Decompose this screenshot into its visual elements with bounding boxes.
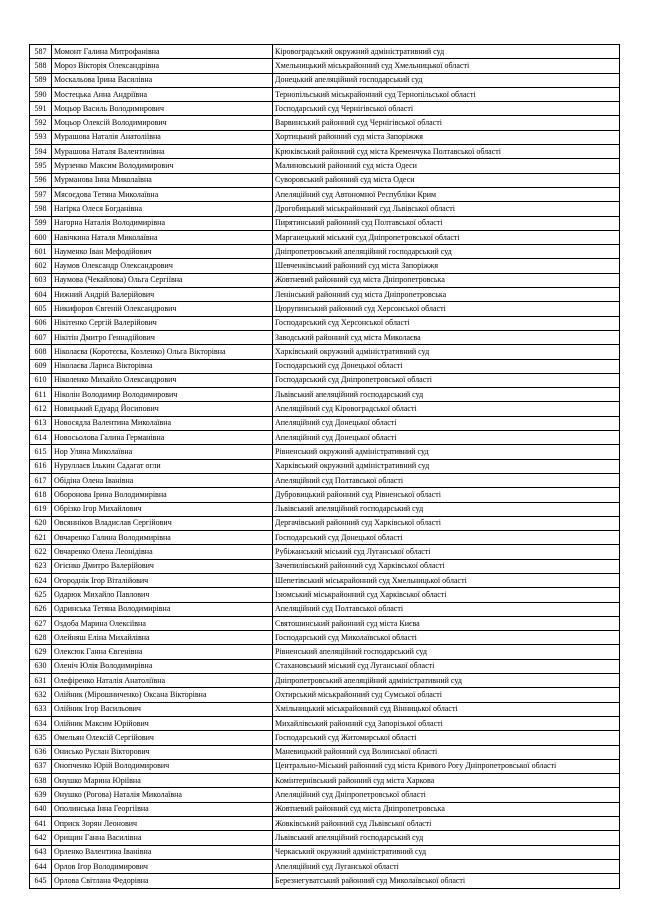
table-row xyxy=(30,173,620,187)
table-row xyxy=(30,788,620,802)
judge-name-cell: Ніколін Володимир Володимирович xyxy=(52,388,273,402)
court-name-cell: Центрально-Міський районний суд міста Кривого Рогу Дніпропетровської області xyxy=(273,759,620,773)
row-number-cell: 630 xyxy=(30,659,52,673)
row-number-cell: 602 xyxy=(30,259,52,273)
row-number-cell: 644 xyxy=(30,859,52,873)
table-row xyxy=(30,702,620,716)
judge-name-cell: Нагірка Олеся Богданівна xyxy=(52,202,273,216)
judge-name-cell: Олійник Максим Юрійович xyxy=(52,716,273,730)
judge-name-cell: Нагорна Наталія Володимирівна xyxy=(52,216,273,230)
row-number-cell: 643 xyxy=(30,845,52,859)
court-name-cell: Марганецький міський суд Дніпропетровської області xyxy=(273,230,620,244)
table-row xyxy=(30,216,620,230)
table-row xyxy=(30,559,620,573)
row-number-cell: 634 xyxy=(30,716,52,730)
table-row xyxy=(30,645,620,659)
court-name-cell: Цюрупинський районний суд Херсонської області xyxy=(273,302,620,316)
judge-name-cell: Мурашова Наталя Валентинівна xyxy=(52,145,273,159)
table-row xyxy=(30,502,620,516)
court-name-cell: Апеляційний суд Кіровоградської області xyxy=(273,402,620,416)
table-row xyxy=(30,802,620,816)
table-row xyxy=(30,288,620,302)
court-name-cell: Донецький апеляційний господарський суд xyxy=(273,73,620,87)
court-name-cell: Пирятинський районний суд Полтавської області xyxy=(273,216,620,230)
judge-name-cell: Олійник (Мірошниченко) Оксана Вікторівна xyxy=(52,688,273,702)
court-name-cell: Варвинський районний суд Чернігівської області xyxy=(273,116,620,130)
judge-name-cell: Нікітенко Сергій Валерійович xyxy=(52,316,273,330)
row-number-cell: 597 xyxy=(30,187,52,201)
judge-name-cell: Навічкина Наталя Миколаївна xyxy=(52,230,273,244)
table-row xyxy=(30,302,620,316)
table-row xyxy=(30,531,620,545)
court-name-cell: Стахановський міський суд Луганської області xyxy=(273,659,620,673)
court-name-cell: Шевченківський районний суд міста Запоріжжя xyxy=(273,259,620,273)
judge-name-cell: Мороз Вікторія Олександрівна xyxy=(52,59,273,73)
judge-name-cell: Нікітін Дмитро Геннадійович xyxy=(52,330,273,344)
court-name-cell: Ізюмський міськрайонний суд Харківської області xyxy=(273,588,620,602)
judge-name-cell: Оленіч Юлія Володимирівна xyxy=(52,659,273,673)
table-row xyxy=(30,145,620,159)
judge-name-cell: Олефіренко Наталія Анатоліївна xyxy=(52,674,273,688)
table-row xyxy=(30,273,620,287)
judge-name-cell: Онушко Марина Юріївна xyxy=(52,774,273,788)
court-name-cell: Маневицький районний суд Волинської області xyxy=(273,745,620,759)
row-number-cell: 622 xyxy=(30,545,52,559)
row-number-cell: 591 xyxy=(30,102,52,116)
judge-name-cell: Никифоров Євгеній Олександрович xyxy=(52,302,273,316)
row-number-cell: 603 xyxy=(30,273,52,287)
table-row xyxy=(30,431,620,445)
judge-name-cell: Мурашова Наталія Анатоліївна xyxy=(52,130,273,144)
court-name-cell: Господарський суд Чернігівської області xyxy=(273,102,620,116)
judge-name-cell: Одарюк Михайло Павлович xyxy=(52,588,273,602)
table-row xyxy=(30,230,620,244)
table-row xyxy=(30,473,620,487)
court-name-cell: Апеляційний суд Луганської області xyxy=(273,859,620,873)
judge-name-cell: Оборонова Ірина Володимирівна xyxy=(52,488,273,502)
table-row xyxy=(30,345,620,359)
table-row xyxy=(30,459,620,473)
table-row xyxy=(30,359,620,373)
row-number-cell: 616 xyxy=(30,459,52,473)
table-row xyxy=(30,716,620,730)
judge-name-cell: Орищин Ганна Василівна xyxy=(52,831,273,845)
judge-name-cell: Наумов Олександр Олександрович xyxy=(52,259,273,273)
court-name-cell: Апеляційний суд Донецької області xyxy=(273,431,620,445)
row-number-cell: 601 xyxy=(30,245,52,259)
judge-name-cell: Ніколаєва (Коротєєва, Козленко) Ольга Вікторівна xyxy=(52,345,273,359)
judge-name-cell: Олексюк Ганна Євгенівна xyxy=(52,645,273,659)
judge-name-cell: Огороднік Ігор Віталійович xyxy=(52,573,273,587)
judge-name-cell: Ніколенко Михайло Олександрович xyxy=(52,373,273,387)
table-row xyxy=(30,516,620,530)
row-number-cell: 613 xyxy=(30,416,52,430)
judge-name-cell: Овсянніков Владислав Сергійович xyxy=(52,516,273,530)
judge-name-cell: Одринська Тетяна Володимирівна xyxy=(52,602,273,616)
table-row xyxy=(30,45,620,59)
court-name-cell: Жовтневий районний суд міста Дніпропетровська xyxy=(273,802,620,816)
row-number-cell: 619 xyxy=(30,502,52,516)
court-name-cell: Апеляційний суд Дніпропетровської області xyxy=(273,788,620,802)
row-number-cell: 610 xyxy=(30,373,52,387)
table-row xyxy=(30,245,620,259)
court-name-cell: Рівненський апеляційний господарський суд xyxy=(273,645,620,659)
row-number-cell: 612 xyxy=(30,402,52,416)
row-number-cell: 637 xyxy=(30,759,52,773)
judge-name-cell: Мостецька Анна Андріївна xyxy=(52,87,273,101)
table-row xyxy=(30,130,620,144)
row-number-cell: 606 xyxy=(30,316,52,330)
table-row xyxy=(30,616,620,630)
judge-name-cell: Онопченко Юрій Володимирович xyxy=(52,759,273,773)
row-number-cell: 625 xyxy=(30,588,52,602)
row-number-cell: 623 xyxy=(30,559,52,573)
judge-name-cell: Оприск Зорян Леонович xyxy=(52,817,273,831)
court-name-cell: Дергачівський районний суд Харківської області xyxy=(273,516,620,530)
court-name-cell: Апеляційний суд Автономної Республіки Крим xyxy=(273,187,620,201)
row-number-cell: 629 xyxy=(30,645,52,659)
judges-table-body xyxy=(30,45,620,889)
table-row xyxy=(30,573,620,587)
court-name-cell: Львівський апеляційний господарський суд xyxy=(273,502,620,516)
judge-name-cell: Момонт Галина Митрофанівна xyxy=(52,45,273,59)
court-name-cell: Господарський суд Житомирської області xyxy=(273,731,620,745)
court-name-cell: Дніпропетровський апеляційний адміністративний суд xyxy=(273,674,620,688)
table-row xyxy=(30,659,620,673)
row-number-cell: 589 xyxy=(30,73,52,87)
court-name-cell: Малиновський районний суд міста Одеси xyxy=(273,159,620,173)
row-number-cell: 599 xyxy=(30,216,52,230)
judge-name-cell: Мурманова Інна Миколаївна xyxy=(52,173,273,187)
table-row xyxy=(30,73,620,87)
row-number-cell: 638 xyxy=(30,774,52,788)
court-name-cell: Хмельницький міськрайонний суд Хмельницької області xyxy=(273,59,620,73)
court-name-cell: Заводський районний суд міста Миколаєва xyxy=(273,330,620,344)
table-row xyxy=(30,87,620,101)
judge-name-cell: Наумова (Чекайлова) Ольга Сергіївна xyxy=(52,273,273,287)
court-name-cell: Тернопільський міськрайонний суд Тернопільської області xyxy=(273,87,620,101)
row-number-cell: 594 xyxy=(30,145,52,159)
judge-name-cell: Новосядла Валентина Миколаївна xyxy=(52,416,273,430)
court-name-cell: Львівський апеляційний господарський суд xyxy=(273,388,620,402)
judge-name-cell: Нуруллаєв Ількин Садагат огли xyxy=(52,459,273,473)
table-row xyxy=(30,631,620,645)
row-number-cell: 609 xyxy=(30,359,52,373)
table-row xyxy=(30,831,620,845)
court-name-cell: Охтирський міськрайонний суд Сумської області xyxy=(273,688,620,702)
judge-name-cell: Омельян Олексій Сергійович xyxy=(52,731,273,745)
table-row xyxy=(30,745,620,759)
court-name-cell: Харківський окружний адміністративний суд xyxy=(273,459,620,473)
table-row xyxy=(30,102,620,116)
table-row xyxy=(30,330,620,344)
judge-name-cell: Москальова Ірина Василівна xyxy=(52,73,273,87)
table-row xyxy=(30,259,620,273)
row-number-cell: 640 xyxy=(30,802,52,816)
table-row xyxy=(30,59,620,73)
table-row xyxy=(30,731,620,745)
row-number-cell: 624 xyxy=(30,573,52,587)
judge-name-cell: Науменко Іван Мефодійович xyxy=(52,245,273,259)
table-row xyxy=(30,602,620,616)
row-number-cell: 645 xyxy=(30,874,52,888)
court-name-cell: Святошинський районний суд міста Києва xyxy=(273,616,620,630)
judge-name-cell: Мясоєдова Тетяна Миколаївна xyxy=(52,187,273,201)
court-name-cell: Жовтневий районний суд міста Дніпропетровська xyxy=(273,273,620,287)
court-name-cell: Крюківський районний суд міста Кременчука Полтавської області xyxy=(273,145,620,159)
judge-name-cell: Нор Уляна Миколаївна xyxy=(52,445,273,459)
row-number-cell: 626 xyxy=(30,602,52,616)
row-number-cell: 639 xyxy=(30,788,52,802)
judge-name-cell: Олейняш Еліна Михайлівна xyxy=(52,631,273,645)
row-number-cell: 632 xyxy=(30,688,52,702)
court-name-cell: Дубровицький районний суд Рівненської області xyxy=(273,488,620,502)
judge-name-cell: Ніколаєва Лариса Вікторівна xyxy=(52,359,273,373)
table-row xyxy=(30,416,620,430)
court-name-cell: Апеляційний суд Донецької області xyxy=(273,416,620,430)
court-name-cell: Господарський суд Донецької області xyxy=(273,359,620,373)
table-row xyxy=(30,402,620,416)
court-name-cell: Дрогобицький міськрайонний суд Львівської області xyxy=(273,202,620,216)
judge-name-cell: Онушко (Рогова) Наталія Миколаївна xyxy=(52,788,273,802)
row-number-cell: 628 xyxy=(30,631,52,645)
row-number-cell: 598 xyxy=(30,202,52,216)
court-name-cell: Михайлівський районний суд Запорізької області xyxy=(273,716,620,730)
court-name-cell: Черкаський окружний адміністративний суд xyxy=(273,845,620,859)
row-number-cell: 605 xyxy=(30,302,52,316)
table-row xyxy=(30,202,620,216)
row-number-cell: 590 xyxy=(30,87,52,101)
row-number-cell: 633 xyxy=(30,702,52,716)
judge-name-cell: Орлова Світлана Федорівна xyxy=(52,874,273,888)
court-name-cell: Суворовський районний суд міста Одеси xyxy=(273,173,620,187)
judge-name-cell: Мурзенко Максим Володимирович xyxy=(52,159,273,173)
table-row xyxy=(30,817,620,831)
table-row xyxy=(30,874,620,888)
table-row xyxy=(30,545,620,559)
row-number-cell: 604 xyxy=(30,288,52,302)
table-row xyxy=(30,373,620,387)
row-number-cell: 621 xyxy=(30,531,52,545)
table-row xyxy=(30,316,620,330)
judge-name-cell: Огієнко Дмитро Валерійович xyxy=(52,559,273,573)
court-name-cell: Комінтернівський районний суд міста Харкова xyxy=(273,774,620,788)
row-number-cell: 608 xyxy=(30,345,52,359)
table-row xyxy=(30,859,620,873)
row-number-cell: 600 xyxy=(30,230,52,244)
row-number-cell: 611 xyxy=(30,388,52,402)
row-number-cell: 617 xyxy=(30,473,52,487)
row-number-cell: 631 xyxy=(30,674,52,688)
table-row xyxy=(30,774,620,788)
judge-name-cell: Обідіна Олена Іванівна xyxy=(52,473,273,487)
judge-name-cell: Нижний Андрій Валерійович xyxy=(52,288,273,302)
table-row xyxy=(30,116,620,130)
judge-name-cell: Моцьор Василь Володимирович xyxy=(52,102,273,116)
row-number-cell: 592 xyxy=(30,116,52,130)
court-name-cell: Господарський суд Миколаївської області xyxy=(273,631,620,645)
table-row xyxy=(30,488,620,502)
table-row xyxy=(30,159,620,173)
judge-name-cell: Моцьор Олексій Володимирович xyxy=(52,116,273,130)
table-row xyxy=(30,688,620,702)
judge-name-cell: Овчаренко Олена Леонідівна xyxy=(52,545,273,559)
row-number-cell: 635 xyxy=(30,731,52,745)
court-name-cell: Апеляційний суд Полтавської області xyxy=(273,602,620,616)
judge-name-cell: Орленко Валентина Іванівна xyxy=(52,845,273,859)
court-name-cell: Апеляційний суд Полтавської області xyxy=(273,473,620,487)
court-name-cell: Ленінський районний суд міста Дніпропетровська xyxy=(273,288,620,302)
court-name-cell: Господарський суд Дніпропетровської області xyxy=(273,373,620,387)
court-name-cell: Березнегуватський районний суд Миколаївської області xyxy=(273,874,620,888)
court-name-cell: Хмільницький міськрайонний суд Вінницької області xyxy=(273,702,620,716)
row-number-cell: 642 xyxy=(30,831,52,845)
court-name-cell: Рубіжанський міський суд Луганської області xyxy=(273,545,620,559)
judge-name-cell: Новосьолова Галина Германівна xyxy=(52,431,273,445)
judge-name-cell: Олійник Ігор Васильович xyxy=(52,702,273,716)
table-row xyxy=(30,674,620,688)
row-number-cell: 587 xyxy=(30,45,52,59)
row-number-cell: 641 xyxy=(30,817,52,831)
court-name-cell: Дніпропетровський апеляційний господарський суд xyxy=(273,245,620,259)
judge-name-cell: Овчаренко Галина Володимирівна xyxy=(52,531,273,545)
table-row xyxy=(30,388,620,402)
judge-name-cell: Ополинська Інна Георгіївна xyxy=(52,802,273,816)
row-number-cell: 620 xyxy=(30,516,52,530)
row-number-cell: 607 xyxy=(30,330,52,344)
court-name-cell: Львівський апеляційний господарський суд xyxy=(273,831,620,845)
row-number-cell: 636 xyxy=(30,745,52,759)
row-number-cell: 596 xyxy=(30,173,52,187)
court-name-cell: Харківський окружний адміністративний суд xyxy=(273,345,620,359)
court-name-cell: Господарський суд Донецької області xyxy=(273,531,620,545)
row-number-cell: 615 xyxy=(30,445,52,459)
judge-name-cell: Онисько Руслан Вікторович xyxy=(52,745,273,759)
row-number-cell: 588 xyxy=(30,59,52,73)
table-row xyxy=(30,445,620,459)
court-name-cell: Шепетівський міськрайонний суд Хмельницької області xyxy=(273,573,620,587)
judges-table xyxy=(29,44,620,889)
court-name-cell: Рівненський окружний адміністративний суд xyxy=(273,445,620,459)
judge-name-cell: Орлов Ігор Володимирович xyxy=(52,859,273,873)
court-name-cell: Господарський суд Херсонської області xyxy=(273,316,620,330)
row-number-cell: 618 xyxy=(30,488,52,502)
row-number-cell: 627 xyxy=(30,616,52,630)
judge-name-cell: Оздоба Марина Олексіївна xyxy=(52,616,273,630)
row-number-cell: 614 xyxy=(30,431,52,445)
row-number-cell: 593 xyxy=(30,130,52,144)
table-row xyxy=(30,588,620,602)
table-row xyxy=(30,187,620,201)
court-name-cell: Хортицький районний суд міста Запоріжжя xyxy=(273,130,620,144)
court-name-cell: Кіровоградський окружний адміністративний суд xyxy=(273,45,620,59)
table-row xyxy=(30,845,620,859)
judge-name-cell: Новицький Едуард Йосипович xyxy=(52,402,273,416)
judge-name-cell: Обрізко Ігор Михайлович xyxy=(52,502,273,516)
table-row xyxy=(30,759,620,773)
court-name-cell: Жовківський районний суд Львівської області xyxy=(273,817,620,831)
row-number-cell: 595 xyxy=(30,159,52,173)
court-name-cell: Зачепилівський районний суд Харківської області xyxy=(273,559,620,573)
